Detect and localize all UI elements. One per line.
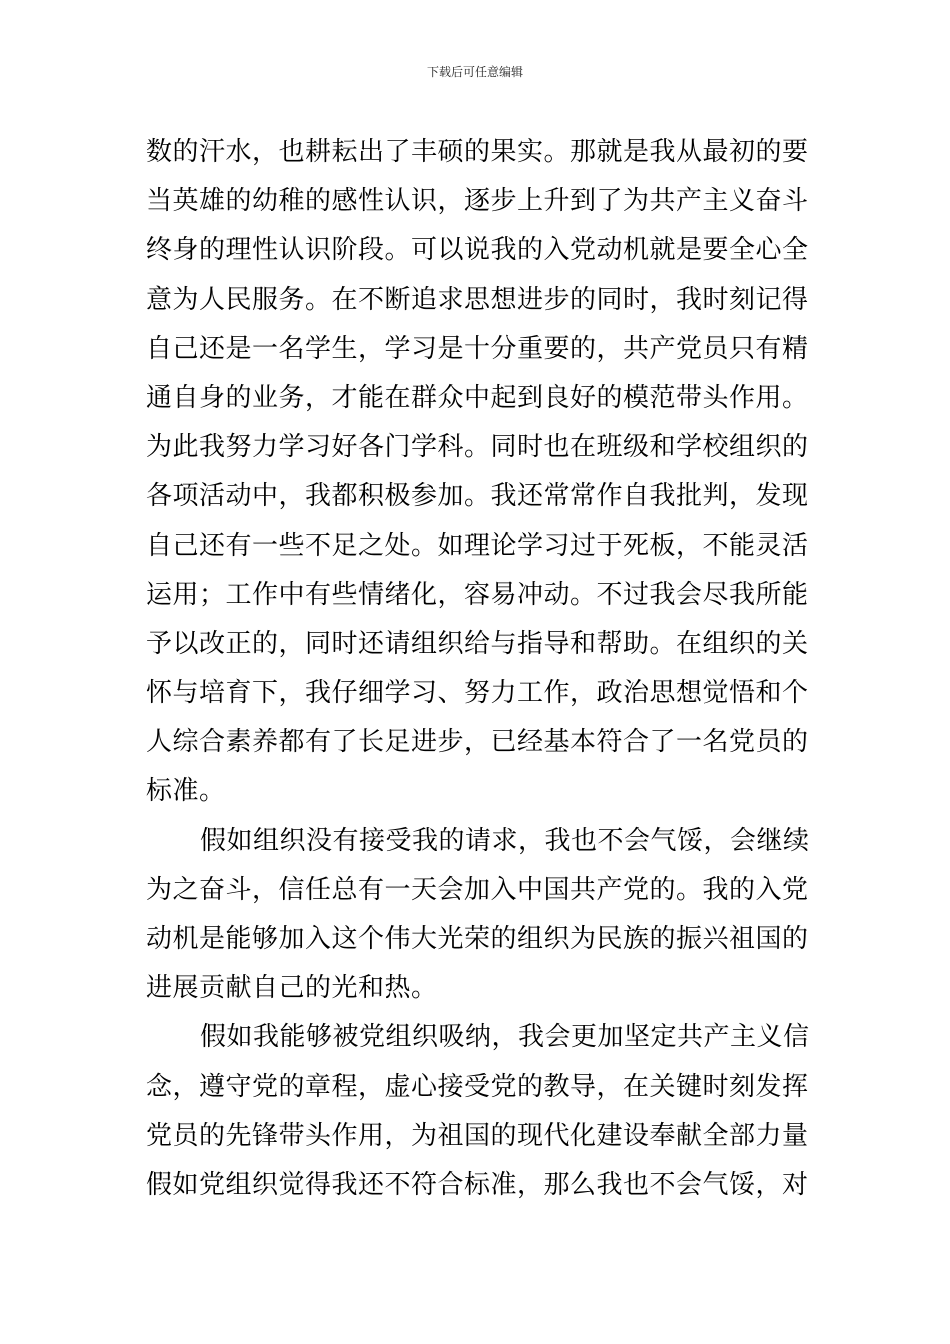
document-body xyxy=(146,128,810,1210)
text-line: 标准。 xyxy=(146,776,226,807)
text-line: 为之奋斗，信任总有一天会加入中国共产党的。我的入党 xyxy=(146,874,809,905)
paragraph-2 xyxy=(146,817,810,1014)
text-line: 意为人民服务。在不断追求思想进步的同时，我时刻记得 xyxy=(146,284,809,315)
text-line: 人综合素养都有了长足进步，已经基本符合了一名党员的 xyxy=(146,727,809,758)
paragraph-3 xyxy=(146,1013,810,1210)
text-line: 怀与培育下，我仔细学习、努力工作，政治思想觉悟和个 xyxy=(146,678,809,709)
text-line: 假如党组织觉得我还不符合标准，那么我也不会气馁，对 xyxy=(146,1169,809,1200)
text-line: 运用；工作中有些情绪化，容易冲动。不过我会尽我所能 xyxy=(146,579,809,610)
paragraph-1 xyxy=(146,128,810,817)
text-line: 各项活动中，我都积极参加。我还常常作自我批判，发现 xyxy=(146,481,809,512)
text-line: 动机是能够加入这个伟大光荣的组织为民族的振兴祖国的 xyxy=(146,924,809,954)
page-header: 下载后可任意编辑 xyxy=(426,65,523,79)
text-line: 通自身的业务，才能在群众中起到良好的模范带头作用。 xyxy=(146,382,809,413)
text-line: 为此我努力学习好各门学科。同时也在班级和学校组织的 xyxy=(146,432,809,463)
text-line: 自己还有一些不足之处。如理论学习过于死板，不能灵活 xyxy=(146,530,809,561)
text-line: 予以改正的，同时还请组织给与指导和帮助。在组织的关 xyxy=(146,628,809,659)
text-line: 进展贡献自己的光和热。 xyxy=(146,973,438,1004)
text-line: 自己还是一名学生，学习是十分重要的，共产党员只有精 xyxy=(146,333,809,364)
text-line: 念，遵守党的章程，虚心接受党的教导，在关键时刻发挥 xyxy=(146,1071,809,1102)
text-line: 当英雄的幼稚的感性认识，逐步上升到了为共产主义奋斗 xyxy=(146,186,809,217)
text-line: 假如组织没有接受我的请求，我也不会气馁，会继续 xyxy=(200,825,810,856)
text-line: 终身的理性认识阶段。可以说我的入党动机就是要全心全 xyxy=(146,235,809,266)
text-line: 假如我能够被党组织吸纳，我会更加坚定共产主义信 xyxy=(200,1022,810,1053)
text-line: 党员的先锋带头作用，为祖国的现代化建设奉献全部力量 xyxy=(146,1120,809,1151)
text-line: 数的汗水，也耕耘出了丰硕的果实。那就是我从最初的要 xyxy=(146,137,809,167)
